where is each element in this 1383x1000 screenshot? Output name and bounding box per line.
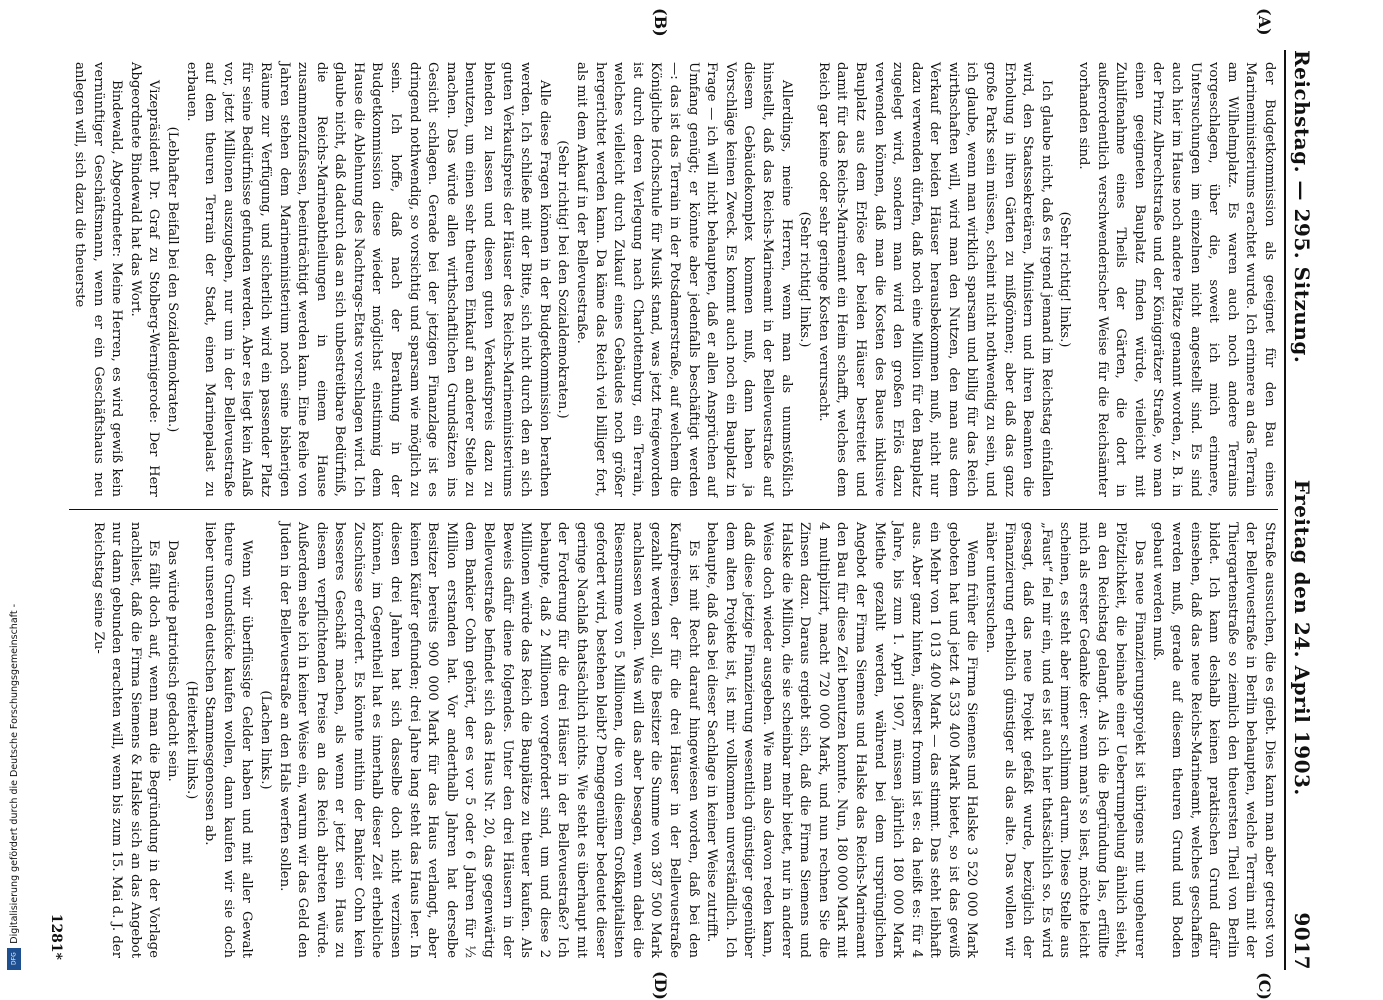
header-date: Freitag den 24. April 1903.	[1290, 479, 1314, 796]
paragraph: Es fällt doch auf, wenn man die Begründung in der Vorlage nachliest, daß die Firma Siemens & Halske sich an das Angebot nur dann gebunden erachten will, wenn bis zum 15. Mai d. J. der Reichstag seine Zu-	[90, 522, 162, 958]
margin-letter-d: (D)	[651, 970, 670, 1000]
paragraph: Wenn früher die Firma Siemens und Halske 3 520 000 Mark geboten hat und jetzt 4 533 400 Mark bietet, so ist das gewiß ein Mehr von 1 013 400 Mark — das stimmt. Das steht leibhaft aus. Aber ganz hinten, äußerst fromm ist es: da heißt es: für 4 Jahre, bis zum 1. April 1907, müssen jährlich 180 000 Mark Miethe gezahlt werden, während bei dem ursprünglichen Angebot der Firma Siemens und Halske das Reichs-Marineamt den Bau für diese Zeit benutzen konnte. Nun, 180 000 Mark mit 4 multiplizirt, macht 720 000 Mark, und nun rechnen Sie die Zinsen dazu. Daraus ergiebt sich, daß die Firma Siemens und Halske die Million, die sie scheinbar mehr bietet, nur in anderer Weise doch wieder ausgeben. Wie man also davon reden kann, daß diese jetzige Finanzierung wesentlich günstiger gegenüber dem alten Projekte ist, ist mir vollkommen unverständlich. Ich behaupte, daß das bei dieser Sachlage in keiner Weise zutrifft.	[704, 522, 980, 958]
speaker-paragraph: Vizepräsident Dr. Graf zu Stolberg-Wernigerode: Der Herr Abgeordnete Bindewald hat das Wort.	[127, 62, 162, 497]
interjection: (Lebhafter Beifall bei den Sozialdemokraten.)	[164, 126, 180, 433]
margin-letter-b: (B)	[651, 8, 670, 37]
paragraph: Es ist mit Recht darauf hingewiesen worden, daß bei den Kaufpreisen, der für die drei Häuser in der Bellevuestraße gezahlt werden soll, die Besitzer die Summe von 387 500 Mark nachlassen wollen. Was will das aber besagen, wenn dabei die Riesensumme von 5 Millionen, die von diesem Großkapitalisten gefordert wird, bestehen bleibt? Demgegenüber bedeutet dieser geringe Nachlaß thatsächlich nichts. Wie steht es überhaupt mit der Forderung für die drei Häuser in der Bellevuestraße? Ich behaupte, daß 2 Millionen vorgefordert sind, um und diese 2 Millionen würde das Reich die Bauplätze zu theuer kaufen. Als Beweis dafür diene folgendes. Unter den drei Häusern in der Bellevuestraße befindet sich das Haus Nr. 20, das gegenwärtig dem Bankier Cohn gehört, der es vor 5 oder 6 Jahren für ½ Million erstanden hat. Vor anderthalb Jahren hat derselbe Besitzer bereits 900 000 Mark für das Haus verlangt, aber keinen Käufer gefunden; drei Jahre lang steht das Haus leer. In diesen drei Jahren hat sich dasselbe doch nicht verzinsen können, im Gegentheil hat es innerhalb dieser Zeit erhebliche Zuschüsse erfordert. Es könnte mithin der Bankier Cohn kein besseres Geschäft machen, als wenn er jetzt sein Haus zu diesem verpflichtenden Preise an das Reich abtreten würde. Außerdem sehe ich in keiner Weise ein, warum wir das Geld den Juden in der Bellevuestraße an den Hals werfen sollen.	[276, 522, 701, 958]
margin-letter-a: (A)	[1255, 8, 1274, 36]
page-number: 9017	[1290, 912, 1314, 970]
text-columns	[69, 50, 1278, 970]
margin-letter-c: (C)	[1255, 972, 1274, 1000]
paragraph: der Budgetkommission als geeignet für den Bau eines Marineministeriums erachtet wurde. Ich erinnere an das Terrain am Wilhelmplatz. Es waren auch noch andere Terrains vorgeschlagen, über die, soweit ich mich erinnere, Untersuchungen im einzelnen nicht angestellt sind. Es sind auch hier im Hause noch andere Plätze genannt worden, z. B. in der Prinz Albrechtstraße und der Königgrätzer Straße, wo man einen geeigneten Bauplatz finden würde, vielleicht mit Zuhilfenahme eines Theils der Gärten, die dort in außerordentlich verschwenderischer Weise für die Reichsämter vorhanden sind.	[1076, 62, 1277, 497]
paragraph: Das neue Finanzierungsprojekt ist übrigens mit ungeheurer Plötzlichkeit, die beinahe einer Ueberrumpelung ähnlich sieht, an den Reichstag gelangt. Als ich die Begründung las, erfüllte mich als erster Gedanke der: wenn man's so liest, möchte leicht scheinen, es steht aber immer schlimm darum. Diese Stelle aus „Faust“ fiel mir ein, und es ist auch hier thatsächlich so. Es wird gesagt, daß das neue Projekt gefaßt wurde, bezüglich der Finanzierung erheblich günstiger als das alte. Das wollen wir näher untersuchen.	[983, 522, 1147, 958]
paragraph: Allerdings, meine Herren, wenn man als unumstößlich hinstellt, daß das Reichs-Marineamt in der Bellevuestraße auf diesem Gebäudekomplex kommen muß, dann haben ja Vorschläge keinen Zweck. Es kommt auch noch ein Bauplatz in Frage — ich will nicht behaupten, daß er allen Ansprüchen auf Umfang genügt; er könnte aber jedenfalls beschäftigt werden —: das ist das Terrain in der Potsdamerstraße, auf welchem die Königliche Hochschule für Musik stand, was jetzt freigeworden ist durch deren Verlegung nach Charlottenburg, ein Terrain, welches vielleicht durch Zukauf eines Gebäudes noch größer hergerichtet werden kann. Da käme das Reich viel billiger fort, als mit dem Ankauf in der Bellevuestraße.	[574, 62, 794, 497]
paragraph: Wenn wir überflüssige Gelder haben und mit aller Gewalt theure Grundstücke kaufen wollen, dann kaufen wir sie doch lieber unseren deutschen Stammesgenossen ab.	[202, 522, 255, 958]
right-column	[69, 510, 1278, 970]
credit-text: Digitalisierung gefördert durch die Deutsche Forschungsgemeinschaft -	[8, 604, 20, 944]
interjection: (Sehr richtig! links.)	[797, 211, 813, 348]
page-header	[1284, 50, 1314, 970]
left-column	[69, 50, 1278, 510]
document-page	[30, 0, 1320, 1000]
paragraph: Ich glaube nicht, daß es irgend jemand im Reichstag einfallen wird, den Staatssekretären, Ministern und ihren Beamten die Erholung in ihren Gärten zu mißgönnen; aber daß das ganz große Parks sein müssen, scheint nicht nothwendig zu sein, und ich glaube, wenn man wirklich sparsam und billig für das Reich wirthschaften will, wird man den Nutzen, den man aus dem Verkauf der beiden Häuser herausbekommen muß, nicht nur dazu verwenden dürfen, daß noch eine Million für den Bauplatz zugelegt wird, sondern man wird den großen Erlös dazu verwenden können, daß man die Kosten des Baues inklusive Bauplatz aus dem Erlöse der beiden Häuser bestreitet und damit für das Reichs-Marineamt ein Heim schafft, welches dem Reich gar keine oder sehr geringe Kosten verursacht.	[815, 62, 1054, 497]
dfg-logo-icon: DFG	[7, 948, 21, 970]
interjection: (Heiterkeit links.)	[183, 680, 199, 800]
paragraph: Das würde patriotisch gedacht sein.	[164, 540, 180, 782]
paragraph: Straße aussuchen, die es giebt. Dies kann man aber getrost von der Bellevuestraße in Berlin behaupten, welche Terrain mit der Thiergartenstraße so ziemlich den theuersten Theil von Berlin bildet. Ich kann deshalb keinen praktischen Grund dafür einsehen, daß das neue Reichs-Marineamt, welches geschaffen werden muß, gerade auf diesem theuren Grund und Boden gebaut werden muß.	[1150, 522, 1277, 958]
interjection: (Sehr richtig! bei den Sozialdemokraten.)	[555, 140, 571, 419]
interjection: (Sehr richtig! links.)	[1057, 211, 1073, 348]
interjection: (Lachen links.)	[257, 690, 273, 790]
speaker-paragraph: Bindewald, Abgeordneter: Meine Herren, es wird gewiß kein vernünftiger Geschäftsmann, wenn er ein Geschäftshaus neu anlegen will, sich dazu die theuerste	[72, 62, 125, 497]
digitization-credit	[4, 604, 24, 994]
header-session: Reichstag. — 295. Sitzung.	[1290, 50, 1314, 364]
signature-number: 1281*	[48, 913, 64, 960]
paragraph: Alle diese Fragen können in der Budgetkommission berathen werden. Ich schließe mit der Bitte, sich nicht durch den an sich guten Verkaufspreis der Häuser des Reichs-Marineministeriums blenden zu lassen und diesen guten Verkaufspreis dazu zu benutzen, um einen sehr theuren Einkauf an anderer Stelle zu machen. Das würde allen wirthschaftlichen Grundsätzen ins Gesicht schlagen. Gerade bei der jetzigen Finanzlage ist es dringend nothwendig, so vorsichtig und sparsam wie möglich zu sein. Ich hoffe, daß nach der Berathung in der Budgetkommission diese wieder möglichst einstimmig dem Hause die Ablehnung des Nachtrags-Etats vorschlagen wird. Ich glaube nicht, daß dadurch das an sich unbestreitbare Bedürfniß, die Reichs-Marineabtheilungen in einem Hause zusammenzufassen, beeinträchtigt werden kann. Eine Reihe von Jahren stehen dem Marineministerium noch seine bisherigen Räume zur Verfügung, und sicherlich wird ein passender Platz für seine Bedürfnisse gefunden werden. Aber es liegt kein Anlaß vor, jetzt Millionen auszugeben, nur um in der Bellevuestraße auf dem theuren Terrain der Stadt, einen Marinepalast zu erbauen.	[183, 62, 552, 497]
